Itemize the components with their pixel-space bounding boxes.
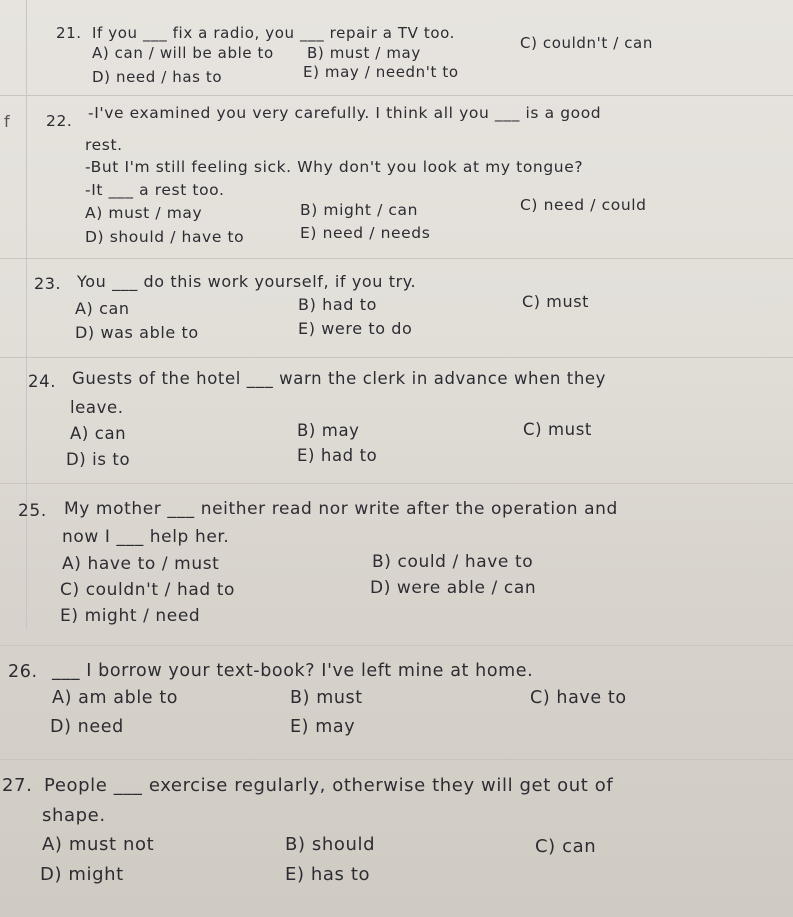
option-c: C) must: [523, 420, 592, 439]
option-d: D) might: [40, 864, 124, 885]
option-d: D) need: [50, 717, 124, 737]
separator: [0, 483, 793, 484]
option-a: A) can: [70, 424, 127, 443]
question-text: now I ___ help her.: [62, 527, 230, 547]
option-c: C) couldn't / can: [520, 34, 653, 52]
question-text: rest.: [85, 136, 123, 154]
option-c: C) need / could: [520, 196, 647, 214]
question-number: 27.: [2, 775, 33, 796]
separator: [0, 759, 793, 760]
option-e: E) need / needs: [300, 224, 431, 242]
option-d: D) need / has to: [92, 68, 223, 86]
question-text: -It ___ a rest too.: [85, 181, 225, 199]
option-b: B) may: [297, 421, 360, 440]
question-text: shape.: [42, 805, 106, 826]
separator: [0, 645, 793, 646]
question-text: People ___ exercise regularly, otherwise they will get out of: [44, 775, 614, 796]
question-text: You ___ do this work yourself, if you try.: [77, 272, 417, 291]
option-c: C) must: [522, 292, 590, 311]
option-d: D) were able / can: [370, 578, 537, 598]
option-e: E) had to: [297, 446, 378, 465]
option-e: E) might / need: [60, 606, 201, 626]
option-e: E) may: [290, 717, 356, 737]
option-b: B) should: [285, 834, 376, 855]
question-text: Guests of the hotel ___ warn the clerk in advance when they: [72, 369, 607, 388]
option-a: A) have to / must: [62, 554, 220, 574]
option-e: E) were to do: [298, 319, 413, 338]
question-number: 24.: [28, 372, 57, 391]
option-b: B) had to: [298, 295, 377, 314]
option-a: A) must / may: [85, 204, 203, 222]
question-text: -I've examined you very carefully. I think all you ___ is a good: [88, 104, 602, 122]
option-b: B) might / can: [300, 201, 419, 219]
separator: [0, 95, 793, 96]
question-text: If you ___ fix a radio, you ___ repair a TV too.: [92, 24, 456, 42]
option-b: B) could / have to: [372, 552, 534, 572]
separator: [0, 258, 793, 259]
option-c: C) have to: [530, 688, 627, 708]
question-number: 22.: [46, 112, 73, 130]
option-b: B) must: [290, 688, 363, 708]
question-number: 26.: [8, 662, 38, 682]
option-a: A) can / will be able to: [92, 44, 274, 62]
option-c: C) can: [535, 836, 597, 857]
option-d: D) should / have to: [85, 228, 245, 246]
question-number: 21.: [56, 24, 82, 42]
question-number: 25.: [18, 501, 47, 521]
question-text: -But I'm still feeling sick. Why don't you look at my tongue?: [85, 158, 584, 176]
option-e: E) may / needn't to: [303, 63, 459, 81]
separator: [0, 357, 793, 358]
question-number: 23.: [34, 274, 62, 293]
question-text: leave.: [70, 398, 124, 417]
option-c: C) couldn't / had to: [60, 580, 236, 600]
margin-mark: f: [4, 112, 10, 131]
question-text: ___ I borrow your text-book? I've left mine at home.: [52, 661, 534, 681]
option-a: A) must not: [42, 834, 155, 855]
option-a: A) am able to: [52, 688, 179, 708]
option-d: D) is to: [66, 450, 131, 469]
option-d: D) was able to: [75, 323, 199, 342]
option-b: B) must / may: [307, 44, 421, 62]
option-a: A) can: [75, 299, 130, 318]
question-text: My mother ___ neither read nor write after the operation and: [64, 499, 618, 519]
option-e: E) has to: [285, 864, 371, 885]
